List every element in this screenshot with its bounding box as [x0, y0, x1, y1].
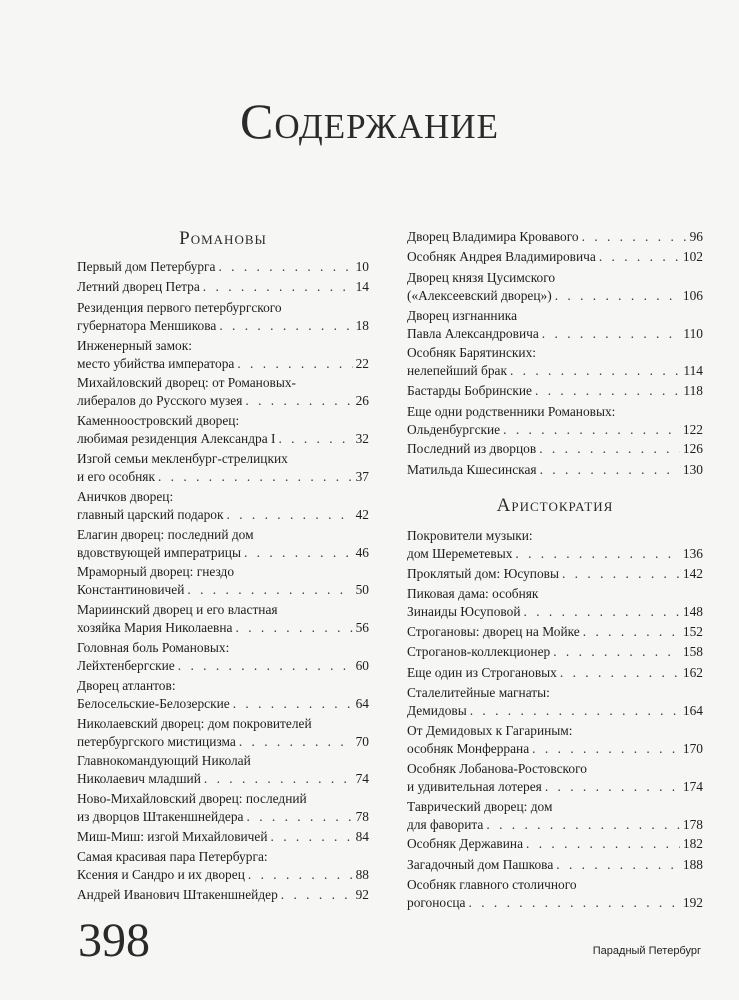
- toc-page-number: 152: [682, 624, 703, 639]
- toc-page-number: 162: [682, 664, 703, 680]
- dot-leader: [248, 866, 353, 884]
- toc-page-number: 88: [355, 867, 369, 883]
- page-number: 398: [78, 914, 150, 967]
- toc-page-number: 92: [355, 887, 369, 903]
- toc-entry-title: Таврический дворец: дом: [407, 798, 553, 814]
- dot-leader: [233, 695, 353, 713]
- toc-entry-title: Дворец изгнанника: [407, 307, 518, 323]
- toc-entry-title: Летний дворец Петра: [77, 279, 200, 295]
- toc-entry-title: Особняк Лобанова-Ростовского: [407, 760, 587, 776]
- dot-leader: [540, 461, 680, 479]
- toc-entry[interactable]: [407, 798, 703, 834]
- toc-entry-title: Главнокомандующий Николай: [77, 753, 251, 769]
- toc-entry-title: Проклятый дом: Юсуповы: [407, 565, 559, 581]
- toc-entry[interactable]: [407, 307, 703, 343]
- toc-entry[interactable]: [77, 526, 369, 562]
- toc-entry[interactable]: [77, 790, 369, 826]
- dot-leader: [583, 623, 680, 641]
- dot-leader: [545, 778, 680, 796]
- toc-entry[interactable]: [77, 639, 369, 675]
- toc-entry-title: Еще один из Строгановых: [407, 664, 557, 680]
- toc-entry[interactable]: [407, 461, 703, 479]
- toc-entry-title: Особняк главного столичного: [407, 877, 577, 893]
- toc-page-number: 37: [355, 469, 369, 484]
- toc-entry-title: Особняк Андрея Владимировича: [407, 249, 596, 265]
- toc-page-number: 130: [682, 461, 703, 477]
- toc-page-number: 114: [683, 363, 703, 379]
- toc-entry-title: Самая красивая пара Петербурга:: [77, 849, 268, 865]
- toc-entry-title: Инженерный замок:: [77, 337, 192, 353]
- toc-page-number: 174: [682, 778, 703, 794]
- toc-page-number: 10: [355, 259, 369, 274]
- dot-leader: [510, 362, 680, 380]
- toc-entry[interactable]: [407, 664, 703, 682]
- section-heading-aristocracy: Аристократия: [496, 495, 614, 516]
- dot-leader: [515, 545, 680, 563]
- toc-page-number: 42: [355, 506, 369, 522]
- toc-entry-title: Павла Александровича: [407, 325, 539, 341]
- dot-leader: [556, 856, 680, 874]
- toc-entry[interactable]: [77, 601, 369, 637]
- toc-entry-title: Резиденция первого петербургского: [77, 299, 282, 315]
- toc-page-number: 164: [682, 703, 703, 719]
- toc-entry-title: Николаевич младший: [77, 771, 201, 787]
- toc-entry-title: Изгой семьи мекленбург-стрелицких: [77, 451, 288, 466]
- toc-entry[interactable]: [407, 722, 703, 758]
- toc-entry[interactable]: [407, 623, 703, 641]
- toc-entry-title: место убийства императора: [77, 355, 235, 371]
- dot-leader: [470, 702, 680, 720]
- toc-entry[interactable]: [407, 440, 703, 458]
- toc-page-number: 170: [682, 741, 703, 756]
- toc-entry-title: Загадочный дом Пашкова: [407, 856, 554, 872]
- toc-entry-title: дом Шереметевых: [407, 546, 513, 561]
- toc-entry[interactable]: [407, 403, 703, 439]
- dot-leader: [553, 643, 680, 661]
- dot-leader: [562, 565, 680, 583]
- section-heading-romanovs: Романовы: [179, 228, 267, 249]
- toc-page-number: 22: [355, 355, 369, 371]
- toc-entry[interactable]: [407, 585, 703, 621]
- dot-leader: [204, 770, 353, 788]
- toc-entry-title: любимая резиденция Александра I: [77, 431, 276, 447]
- toc-entry-title: Миш-Миш: изгой Михайловичей: [77, 829, 268, 844]
- toc-entry[interactable]: [77, 488, 369, 524]
- dot-leader: [503, 421, 680, 439]
- toc-entry-title: Еще одни родственники Романовых:: [407, 403, 616, 419]
- toc-page-number: 142: [682, 565, 703, 581]
- toc-entry[interactable]: [77, 715, 369, 751]
- dot-leader: [227, 506, 353, 524]
- toc-entry-title: Елагин дворец: последний дом: [77, 526, 254, 542]
- toc-entry-title: Особняк Барятинских:: [407, 345, 537, 361]
- toc-entry-title: Демидовы: [407, 703, 467, 719]
- toc-entry-title: Мраморный дворец: гнездо: [77, 564, 235, 580]
- toc-entry-title: петербургского мистицизма: [77, 733, 236, 749]
- dot-leader: [555, 287, 680, 305]
- toc-entry-title: Николаевский дворец: дом покровителей: [77, 715, 312, 731]
- toc-page-number: 182: [682, 836, 703, 852]
- toc-entry-title: губернатора Меншикова: [77, 317, 217, 333]
- toc-entry[interactable]: [77, 374, 369, 410]
- toc-entry[interactable]: [407, 856, 703, 874]
- toc-page-number: 192: [682, 895, 703, 911]
- dot-leader: [469, 894, 680, 912]
- toc-entry-title: Первый дом Петербурга: [77, 259, 216, 274]
- toc-page-number: 70: [355, 733, 369, 749]
- toc-entry-title: Лейхтенбергские: [77, 658, 175, 673]
- dot-leader: [203, 278, 353, 296]
- toc-page-number: 14: [355, 279, 369, 295]
- toc-entry-title: особняк Монферрана: [407, 741, 530, 756]
- toc-page-number: 122: [682, 421, 703, 437]
- toc-entry-title: и его особняк: [77, 469, 155, 484]
- dot-leader: [281, 886, 353, 904]
- toc-page-number: 148: [682, 604, 703, 620]
- toc-entry-title: нелепейший брак: [407, 363, 507, 379]
- toc-entry-title: хозяйка Мария Николаевна: [77, 620, 233, 636]
- toc-entry[interactable]: [407, 248, 703, 266]
- toc-entry-title: Дворец князя Цусимского: [407, 269, 556, 285]
- toc-entry-title: и удивительная лотерея: [407, 778, 542, 794]
- toc-entry-title: От Демидовых к Гагариным:: [407, 723, 573, 738]
- toc-entry[interactable]: [407, 269, 703, 305]
- toc-entry-title: Андрей Иванович Штакеншнейдер: [77, 887, 278, 903]
- toc-entry-title: Последний из дворцов: [407, 441, 537, 457]
- dot-leader: [178, 657, 353, 675]
- toc-page-number: 102: [682, 249, 703, 265]
- dot-leader: [187, 581, 352, 599]
- dot-leader: [237, 355, 352, 373]
- toc-page-number: 126: [682, 441, 703, 457]
- dot-leader: [560, 664, 680, 682]
- toc-entry[interactable]: [77, 828, 369, 846]
- toc-entry-title: Каменноостровский дворец:: [77, 413, 240, 429]
- toc-entry[interactable]: [407, 876, 703, 912]
- dot-leader: [239, 733, 353, 751]
- toc-entry[interactable]: [77, 848, 369, 884]
- toc-entry-title: рогоносца: [407, 895, 466, 911]
- toc-entry-title: Головная боль Романовых:: [77, 640, 230, 655]
- toc-entry[interactable]: [407, 382, 703, 400]
- toc-entry-title: Бастарды Бобринские: [407, 383, 532, 399]
- toc-entry-title: Мариинский дворец и его властная: [77, 602, 278, 618]
- toc-page-number: 74: [355, 771, 369, 787]
- toc-page-number: 188: [682, 856, 703, 872]
- toc-entry-title: Пиковая дама: особняк: [407, 586, 539, 602]
- dot-leader: [599, 248, 680, 266]
- toc-page-number: 178: [682, 816, 703, 832]
- toc-entry[interactable]: [77, 563, 369, 599]
- toc-entry[interactable]: [77, 886, 369, 904]
- toc-entry-title: Строгановы: дворец на Мойке: [407, 624, 580, 639]
- toc-page-number: 84: [355, 829, 369, 844]
- dot-leader: [218, 258, 352, 276]
- toc-page-number: 110: [683, 325, 703, 341]
- page-title: Содержание: [240, 93, 499, 149]
- toc-entry-title: Строганов-коллекционер: [407, 644, 551, 660]
- toc-entry-title: Дворец Владимира Кровавого: [407, 229, 579, 244]
- toc-entry[interactable]: [407, 760, 703, 796]
- toc-page-number: 158: [682, 644, 703, 660]
- toc-entry[interactable]: [407, 684, 703, 720]
- toc-entry-title: Сталелитейные магнаты:: [407, 685, 550, 701]
- toc-entry[interactable]: [407, 527, 703, 563]
- dot-leader: [278, 430, 352, 448]
- toc-entry-title: либералов до Русского музея: [77, 393, 243, 409]
- dot-leader: [244, 544, 353, 562]
- toc-entry[interactable]: [407, 344, 703, 380]
- toc-entry-title: главный царский подарок: [77, 506, 224, 522]
- toc-page-number: 118: [683, 383, 703, 399]
- toc-entry-title: Дворец атлантов:: [77, 677, 176, 693]
- toc-page-number: 46: [355, 544, 369, 560]
- toc-entry[interactable]: [77, 450, 369, 486]
- toc-page-number: 96: [689, 229, 703, 244]
- toc-entry-title: Ксения и Сандро и их дворец: [77, 867, 245, 883]
- toc-entry-title: из дворцов Штакеншнейдера: [77, 809, 244, 825]
- toc-entry-title: Покровители музыки:: [407, 528, 533, 543]
- toc-entry-title: Аничков дворец:: [77, 488, 174, 504]
- toc-entry-title: Ольденбургские: [407, 421, 501, 437]
- dot-leader: [236, 619, 353, 637]
- toc-entry[interactable]: [77, 412, 369, 448]
- toc-entry-title: Белосельские-Белозерские: [77, 695, 230, 711]
- toc-page-number: 60: [355, 658, 369, 673]
- toc-page-number: 56: [355, 620, 369, 636]
- toc-entry[interactable]: [77, 299, 369, 335]
- toc-entry[interactable]: [407, 565, 703, 583]
- dot-leader: [535, 382, 680, 400]
- toc-entry-title: Зинаиды Юсуповой: [407, 604, 521, 620]
- dot-leader: [539, 440, 680, 458]
- toc-entry[interactable]: [77, 258, 369, 276]
- toc-entry-title: для фаворита: [407, 816, 484, 832]
- toc-entry[interactable]: [407, 643, 703, 661]
- toc-entry-title: Ново-Михайловский дворец: последний: [77, 791, 307, 807]
- dot-leader: [524, 603, 680, 621]
- toc-entry[interactable]: [77, 337, 369, 373]
- toc-entry[interactable]: [77, 752, 369, 788]
- dot-leader: [271, 828, 353, 846]
- toc-page-number: 136: [682, 546, 703, 561]
- toc-entry-title: Михайловский дворец: от Романовых-: [77, 375, 296, 391]
- toc-page-number: 18: [355, 317, 369, 333]
- dot-leader: [219, 317, 352, 335]
- toc-entry[interactable]: [407, 228, 703, 246]
- toc-page-number: 32: [355, 431, 369, 447]
- dot-leader: [158, 468, 353, 486]
- dot-leader: [582, 228, 687, 246]
- toc-entry-title: («Алексеевский дворец»): [407, 287, 552, 303]
- dot-leader: [486, 816, 680, 834]
- toc-entry-title: Константиновичей: [77, 582, 185, 598]
- toc-page-number: 26: [355, 393, 369, 409]
- dot-leader: [542, 325, 681, 343]
- toc-page-number: 106: [682, 287, 703, 303]
- toc-entry[interactable]: [77, 677, 369, 713]
- toc-page-number: 78: [355, 809, 369, 825]
- toc-entry-title: Матильда Кшесинская: [407, 461, 537, 477]
- toc-entry[interactable]: [407, 835, 703, 853]
- toc-entry[interactable]: [77, 278, 369, 296]
- dot-leader: [532, 740, 680, 758]
- toc-entry-title: Особняк Державина: [407, 836, 524, 852]
- dot-leader: [245, 392, 352, 410]
- dot-leader: [247, 808, 353, 826]
- toc-page-number: 50: [355, 582, 369, 598]
- dot-leader: [526, 835, 680, 853]
- toc-page-number: 64: [355, 695, 369, 711]
- toc-entry-title: вдовствующей императрицы: [77, 544, 241, 560]
- running-footer: Парадный Петербург: [592, 945, 701, 957]
